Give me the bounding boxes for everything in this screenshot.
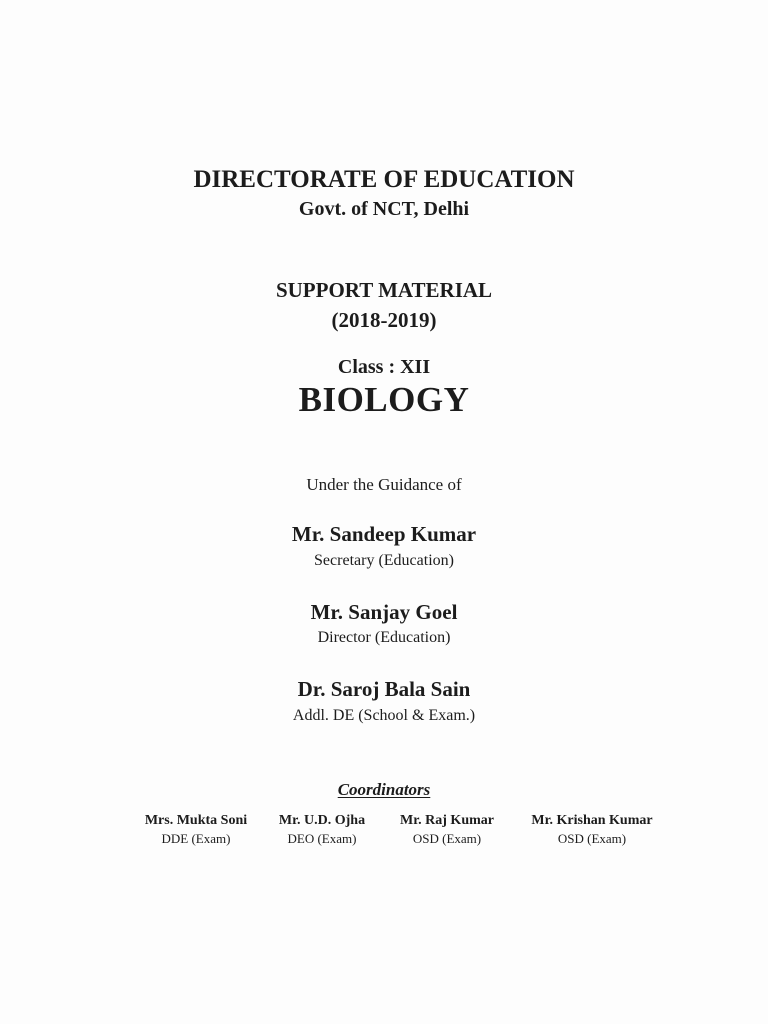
- coordinator-item: [262, 812, 382, 847]
- material-title: SUPPORT MATERIAL: [275, 278, 493, 302]
- guidance-person-role: Addl. DE (School & Exam.): [292, 707, 476, 724]
- coordinator-role: DEO (Exam): [287, 831, 357, 846]
- class-label: Class : XII: [337, 356, 431, 378]
- coordinator-item: [382, 812, 512, 847]
- coordinator-name: Mrs. Mukta Soni: [144, 813, 248, 828]
- organization-title: DIRECTORATE OF EDUCATION: [193, 166, 575, 193]
- coordinator-role: DDE (Exam): [161, 831, 231, 846]
- subject-title: BIOLOGY: [298, 380, 470, 419]
- coordinators-list: [0, 812, 768, 862]
- session-years: (2018-2019): [331, 308, 437, 332]
- coordinators-heading: Coordinators: [337, 780, 431, 799]
- guidance-person-role: Director (Education): [317, 629, 451, 646]
- coordinator-item: [129, 812, 263, 847]
- government-subtitle: Govt. of NCT, Delhi: [298, 198, 470, 220]
- guidance-person-name: Mr. Sanjay Goel: [310, 600, 458, 624]
- coordinator-item: [512, 812, 672, 847]
- coordinator-role: OSD (Exam): [557, 831, 627, 846]
- coordinator-name: Mr. Krishan Kumar: [531, 813, 653, 828]
- coordinator-name: Mr. Raj Kumar: [400, 813, 494, 828]
- guidance-person-name: Dr. Saroj Bala Sain: [297, 677, 471, 701]
- coordinator-name: Mr. U.D. Ojha: [278, 813, 366, 828]
- guidance-person-role: Secretary (Education): [314, 552, 454, 569]
- guidance-person-name: Mr. Sandeep Kumar: [291, 522, 477, 546]
- coordinators-heading-row: [0, 780, 768, 800]
- guidance-heading: Under the Guidance of: [306, 475, 462, 494]
- coordinator-role: OSD (Exam): [412, 831, 482, 846]
